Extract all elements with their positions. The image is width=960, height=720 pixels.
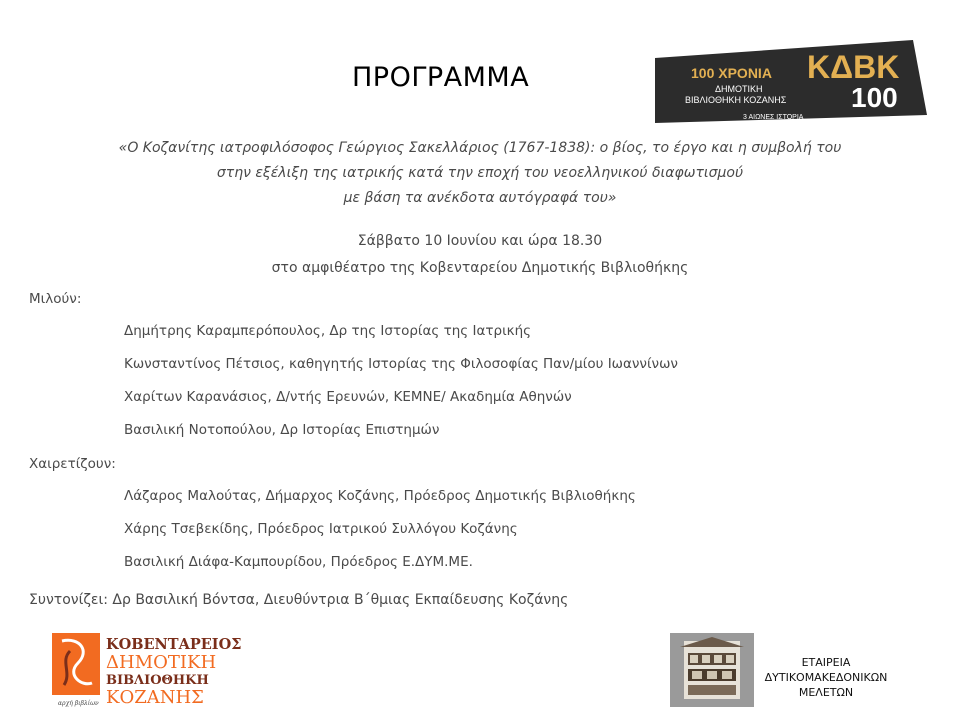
lecture-title-line: «Ο Κοζανίτης ιατροφιλόσοφος Γεώργιος Σακελλάριος (1767-1838): ο βίος, το έργο και η συμβολή του	[118, 140, 842, 156]
kdbk-number: 100	[851, 82, 898, 113]
speaker-item: Βασιλική Νοτοπούλου, Δρ Ιστορίας Επιστημών	[124, 422, 440, 438]
kdbk-100-logo	[655, 40, 927, 123]
koventareios-line1: ΚΟΒΕΝΤΑΡΕΙΟΣ	[106, 636, 242, 653]
koventareios-line4: ΚΟΖΑΝΗΣ	[106, 687, 204, 707]
speakers-label: Μιλούν:	[29, 291, 82, 307]
koventareios-line2: ΔΗΜΟΤΙΚΗ	[106, 652, 217, 673]
greeting-item: Βασιλική Διάφα-Καμπουρίδου, Πρόεδρος Ε.ΔΥΜ.ΜΕ.	[124, 554, 473, 570]
speaker-item: Δημήτρης Καραμπερόπουλος, Δρ της Ιστορίας της Ιατρικής	[124, 323, 532, 339]
koventareios-library-logo	[52, 633, 248, 707]
kdbk-years-label: 100 ΧΡΟΝΙΑ	[691, 65, 772, 81]
lecture-title-line: με βάση τα ανέκδοτα αυτόγραφά του»	[343, 190, 617, 206]
koventareios-line3: ΒΙΒΛΙΟΘΗΚΗ	[106, 673, 209, 688]
event-datetime: Σάββατο 10 Ιουνίου και ώρα 18.30	[357, 233, 603, 249]
etaireia-name	[756, 655, 896, 700]
koventareios-motto: αρχή βιβλίων	[58, 700, 99, 707]
greeting-item: Χάρης Τσεβεκίδης, Πρόεδρος Ιατρικού Συλλόγου Κοζάνης	[124, 521, 518, 537]
greetings-label: Χαιρετίζουν:	[29, 456, 116, 472]
event-datetime-venue	[40, 228, 920, 282]
etaireia-line: ΕΤΑΙΡΕΙΑ	[801, 656, 851, 669]
coordinator: Συντονίζει: Δρ Βασιλική Βόντσα, Διευθύντρια Β΄θμιας Εκπαίδευσης Κοζάνης	[29, 592, 569, 608]
kdbk-centuries: 3 ΑΙΩΝΕΣ ΙΣΤΟΡΙΑ	[743, 114, 804, 121]
kdbk-library-line2: ΒΙΒΛΙΟΘΗΚΗ ΚΟΖΑΝΗΣ	[685, 95, 787, 105]
lecture-title-line: στην εξέλιξη της ιατρικής κατά την εποχή του νεοελληνικού διαφωτισμού	[216, 165, 744, 181]
event-venue: στο αμφιθέατρο της Κοβενταρείου Δημοτικής Βιβλιοθήκης	[271, 260, 689, 276]
etaireia-line: ΜΕΛΕΤΩΝ	[798, 686, 854, 699]
etaireia-house-logo	[670, 633, 754, 707]
speaker-item: Κωνσταντίνος Πέτσιος, καθηγητής Ιστορίας της Φιλοσοφίας Παν/μίου Ιωαννίνων	[124, 356, 678, 372]
kdbk-library-line1: ΔΗΜΟΤΙΚΗ	[715, 84, 763, 94]
greeting-item: Λάζαρος Μαλούτας, Δήμαρχος Κοζάνης, Πρόεδρος Δημοτικής Βιβλιοθήκης	[124, 488, 636, 504]
lecture-title	[40, 136, 920, 211]
etaireia-line: ΔΥΤΙΚΟΜΑΚΕΔΟΝΙΚΩΝ	[764, 671, 888, 684]
page-title: ΠΡΟΓΡΑΜΜΑ	[352, 62, 530, 93]
kdbk-acronym: ΚΔΒΚ	[807, 49, 900, 85]
speaker-item: Χαρίτων Καρανάσιος, Δ/ντής Ερευνών, ΚΕΜΝΕ/ Ακαδημία Αθηνών	[124, 389, 572, 405]
